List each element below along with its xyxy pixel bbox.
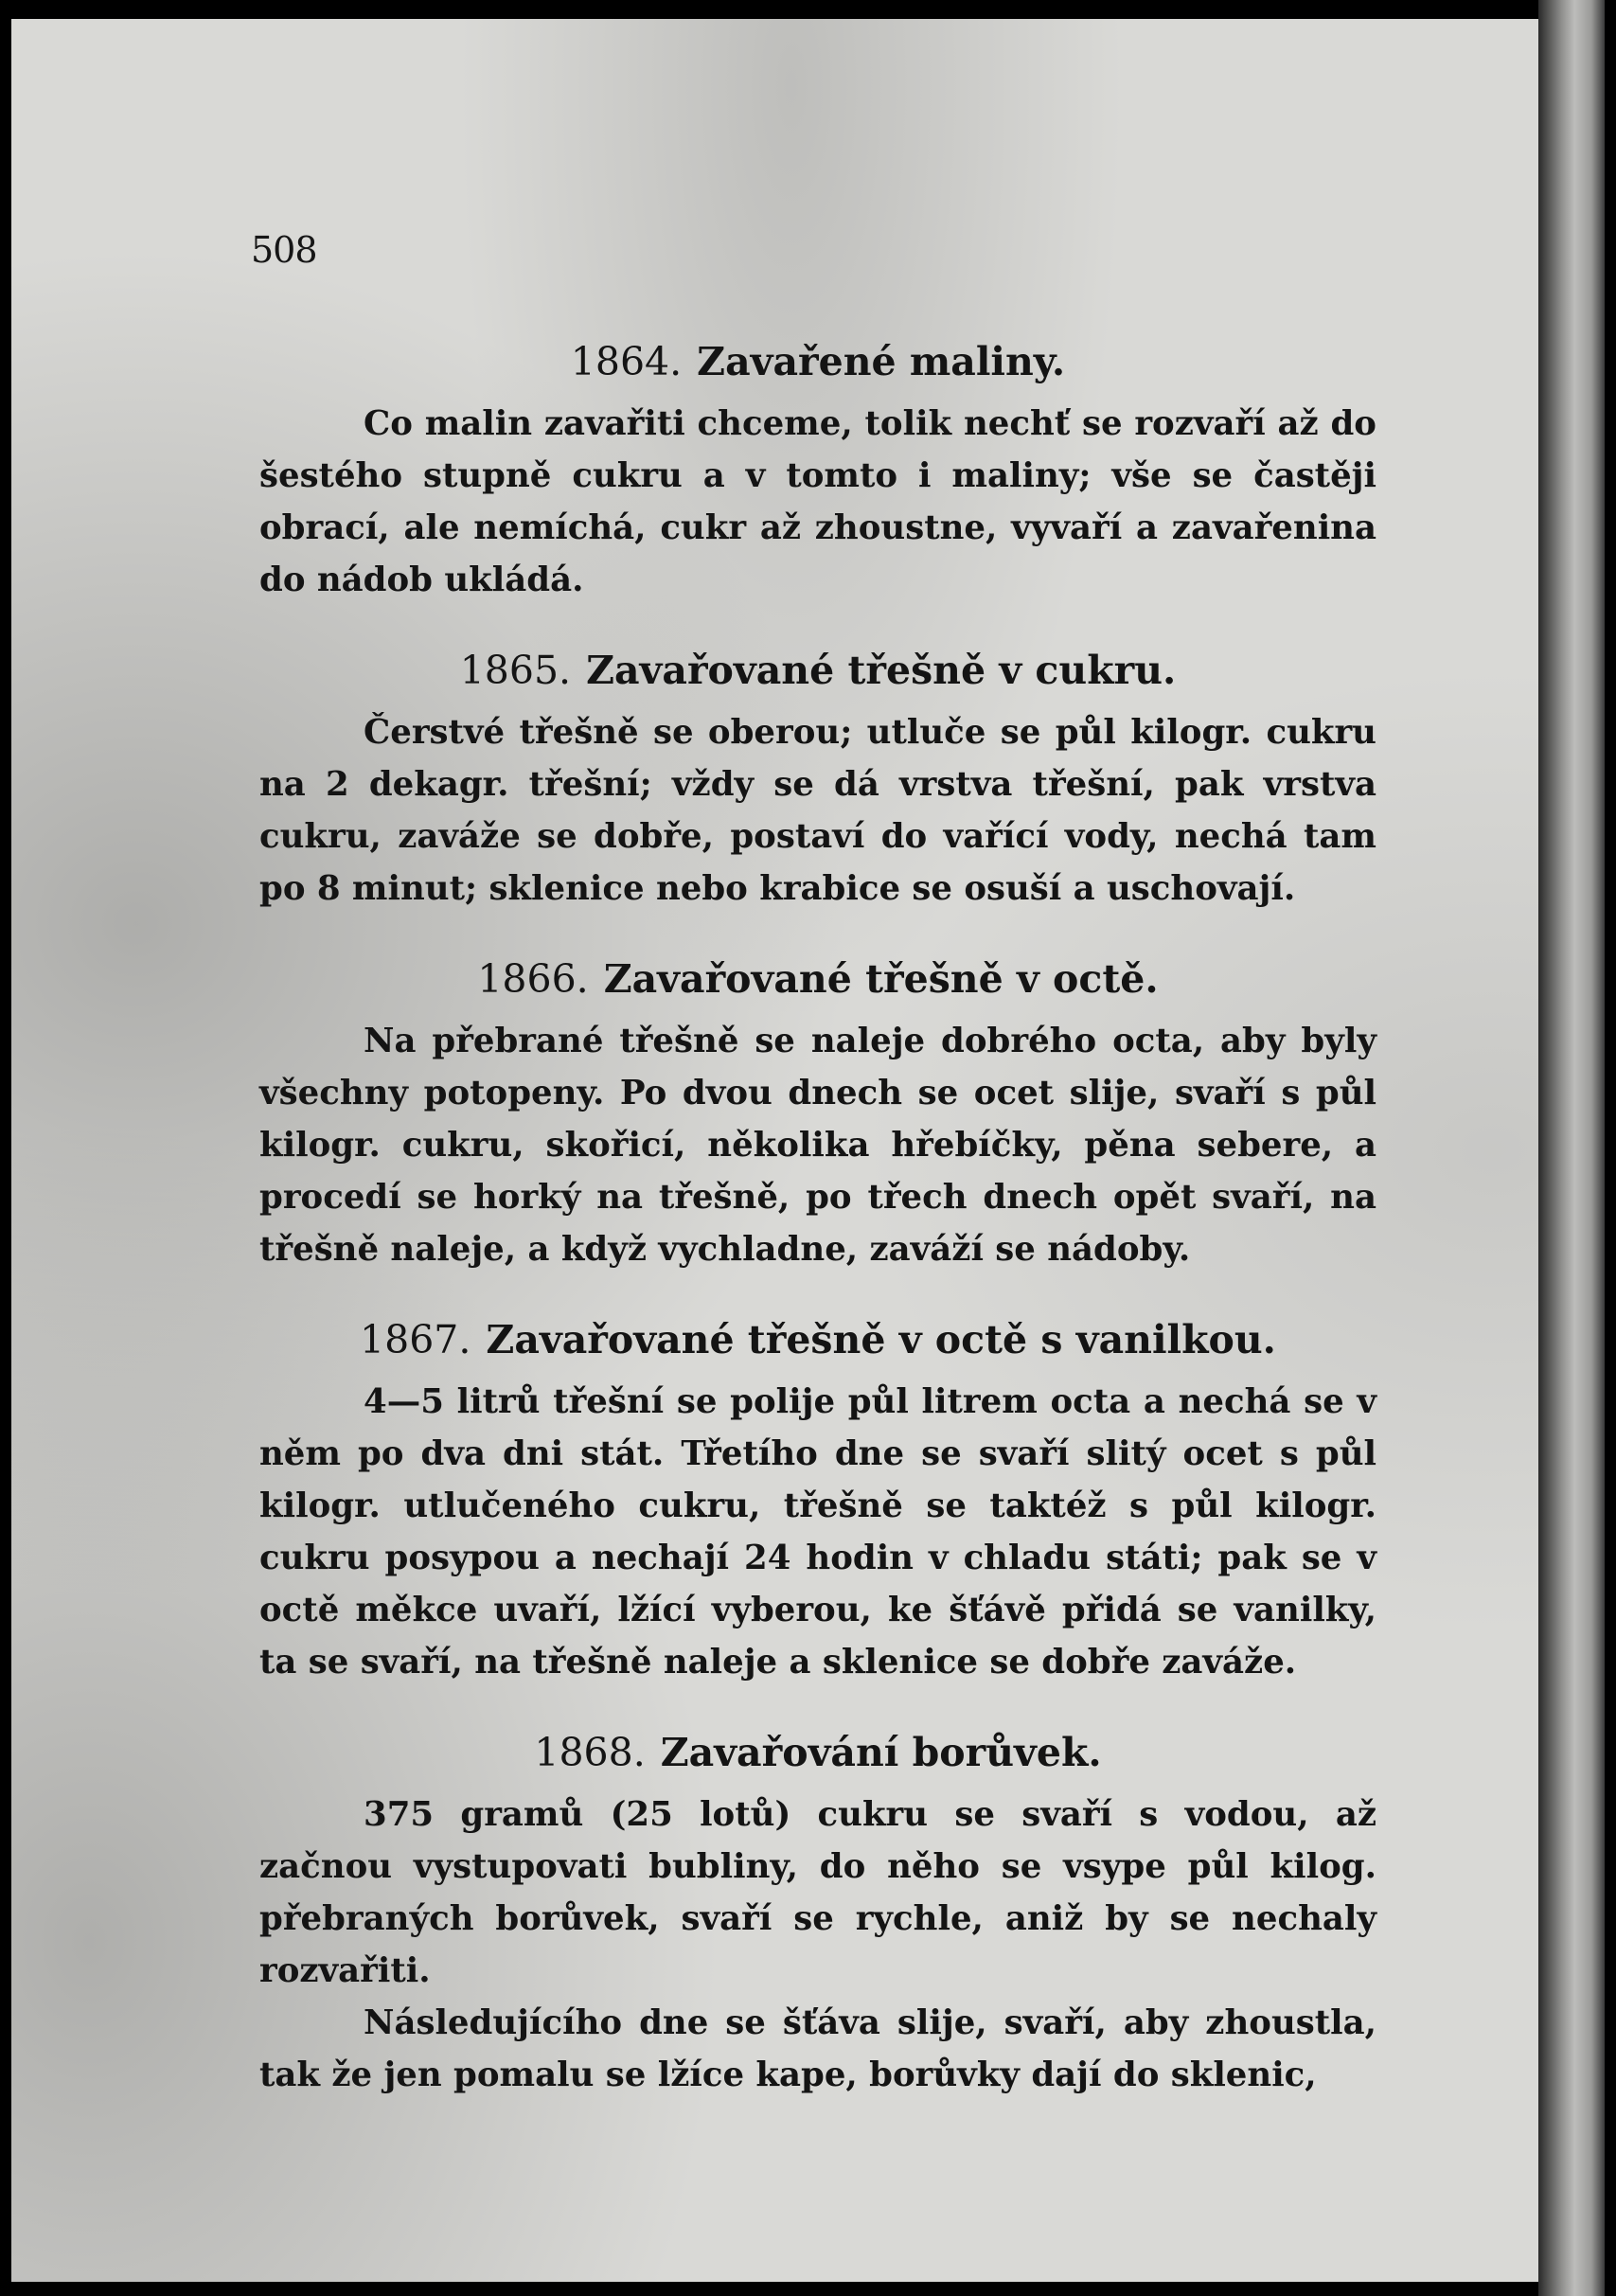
recipe-paragraph: Na přebrané třešně se naleje dobrého octa, aby byly všechny potopeny. Po dvou dnech se ocet slije, svaří s půl kilogr. cukru, skořicí, několika hřebíčky, pěna sebere, a procedí se horký na třešně, po třech dnech opět svaří, na třešně naleje, a když vychladne, zaváží se nádoby.: [259, 1022, 1376, 1269]
recipe-heading: [259, 331, 1376, 392]
recipe-heading: [259, 949, 1376, 1009]
recipe-heading: [259, 640, 1376, 701]
recipe-title: Zavařované třešně v octě.: [603, 956, 1159, 1002]
recipe-1867: [259, 1309, 1376, 1688]
page-content: [259, 331, 1376, 2101]
recipe-paragraph: Následujícího dne se šťáva slije, svaří, aby zhoustla, tak že jen pomalu se lžíce kape, borůvky dají do sklenic,: [259, 2003, 1376, 2094]
recipe-heading: [259, 1309, 1376, 1370]
recipe-paragraph: 375 gramů (25 lotů) cukru se svaří s vodou, až začnou vystupovati bubliny, do něho se vsype půl kilog. přebraných borůvek, svaří se rychle, aniž by se nechaly rozvařiti.: [259, 1795, 1376, 1990]
recipe-heading: [259, 1722, 1376, 1783]
recipe-number: 1864.: [570, 339, 683, 384]
recipe-title: Zavařované třešně v octě s vanilkou.: [486, 1317, 1276, 1362]
recipe-number: 1868.: [534, 1730, 646, 1775]
recipe-title: Zavařené maliny.: [697, 339, 1066, 384]
page-number: 508: [251, 229, 317, 271]
recipe-1864: [259, 331, 1376, 606]
recipe-number: 1867.: [360, 1317, 471, 1362]
recipe-title: Zavařované třešně v cukru.: [586, 648, 1177, 693]
recipe-paragraph: 4—5 litrů třešní se polije půl litrem octa a nechá se v něm po dva dni stát. Třetího dne se svaří slitý ocet s půl kilogr. utlučeného cukru, třešně se taktéž s půl kilogr. cukru posypou a nechají 24 hodin v chladu státi; pak se v octě měkce uvaří, lžící vyberou, ke šťávě přidá se vanilky, ta se svaří, na třešně naleje a sklenice se dobře zaváže.: [259, 1382, 1376, 1682]
recipe-paragraph: Co malin zavařiti chceme, tolik nechť se rozvaří až do šestého stupně cukru a v tomto i maliny; vše se častěji obrací, ale nemíchá, cukr až zhoustne, vyvaří a zavařenina do nádob ukládá.: [259, 404, 1376, 599]
recipe-1868: [259, 1722, 1376, 2101]
recipe-title: Zavařování borůvek.: [660, 1730, 1102, 1775]
recipe-1866: [259, 949, 1376, 1275]
paper-sheet: [11, 19, 1572, 2282]
recipe-number: 1865.: [459, 648, 572, 693]
recipe-number: 1866.: [477, 956, 589, 1002]
recipe-paragraph: Čerstvé třešně se oberou; utluče se půl kilogr. cukru na 2 dekagr. třešní; vždy se dá vrstva třešní, pak vrstva cukru, zaváže se dobře, postaví do vařící vody, nechá tam po 8 minut; sklenice nebo krabice se osuší a uschovají.: [259, 713, 1376, 908]
recipe-1865: [259, 640, 1376, 915]
book-gutter: [1538, 0, 1605, 2296]
